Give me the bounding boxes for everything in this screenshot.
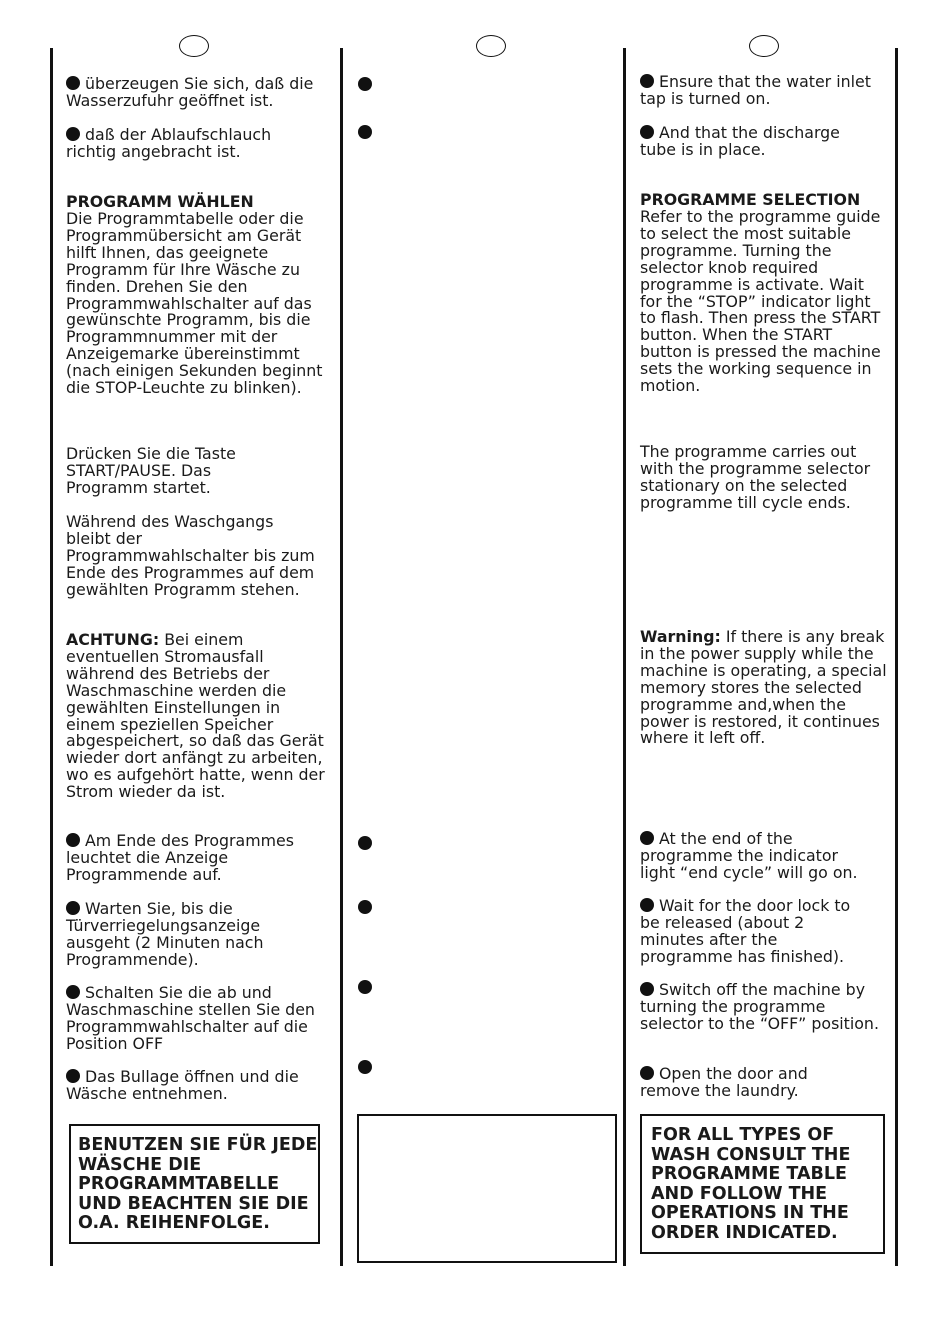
en-programme-text: Refer to the programme guide to select the most suitable programme. Turning the selector knob required programme is activate. Wait for the “STOP” indicator light to flash. Then press the START button. When the START button is pressed the machine sets the working sequence in motion. <box>640 207 881 396</box>
en-bullet-end: At the end of the programme the indicator light “end cycle” will go on. <box>640 829 858 882</box>
bullet-icon <box>66 985 80 999</box>
de-bullet-door: Warten Sie, bis die Türverriegelungsanzeige ausgeht (2 Minuten nach Programmende). <box>66 899 264 969</box>
de-warning-label: ACHTUNG: <box>66 630 160 649</box>
de-notice-text: BENUTZEN SIE FÜR JEDE WÄSCHE DIE PROGRAMMTABELLE UND BEACHTEN SIE DIE O.A. REIHENFOLGE. <box>78 1135 318 1233</box>
middle-notice-box <box>357 1114 617 1263</box>
en-bullet-door: Wait for the door lock to be released (about 2 minutes after the programme has finished). <box>640 896 851 966</box>
column-divider-left <box>50 48 53 1266</box>
middle-bullet-icon <box>358 77 372 91</box>
en-warning: Warning: If there is any break in the power supply while the machine is operating, a special memory stores the selected programme and,when the power is restored, it continues where it left off. <box>640 627 887 748</box>
en-bullet-open: Open the door and remove the laundry. <box>640 1064 808 1100</box>
bullet-icon <box>640 1066 654 1080</box>
column-divider-right <box>895 48 898 1266</box>
de-bullet-water: überzeugen Sie sich, daß die Wasserzufuhr geöffnet ist. <box>66 74 314 110</box>
en-bullet-water: Ensure that the water inlet tap is turned on. <box>640 72 871 108</box>
de-during-text: Während des Waschgangs bleibt der Programmwahlschalter bis zum Ende des Programmes auf dem gewählten Programm stehen. <box>66 512 315 599</box>
en-warning-label: Warning: <box>640 627 721 646</box>
en-programme-heading: PROGRAMME SELECTION <box>640 190 861 209</box>
de-bullet-hose: daß der Ablaufschlauch richtig angebracht ist. <box>66 125 272 161</box>
en-carries-text: The programme carries out with the programme selector stationary on the selected programme till cycle ends. <box>640 442 871 512</box>
de-bullet-end: Am Ende des Programmes leuchtet die Anzeige Programmende auf. <box>66 831 294 884</box>
language-oval-en <box>749 35 779 57</box>
bullet-icon <box>640 831 654 845</box>
column-divider-center-right <box>623 48 626 1266</box>
middle-bullet-icon <box>358 900 372 914</box>
bullet-icon <box>640 982 654 996</box>
en-bullet-off: Switch off the machine by turning the programme selector to the “OFF” position. <box>640 980 879 1033</box>
de-bullet-off: Schalten Sie die ab und Waschmaschine stellen Sie den Programmwahlschalter auf die Position OFF <box>66 983 315 1053</box>
en-notice-box <box>640 1114 885 1254</box>
middle-bullet-icon <box>358 125 372 139</box>
en-bullet-tube: And that the discharge tube is in place. <box>640 123 840 159</box>
bullet-icon <box>66 901 80 915</box>
middle-bullet-icon <box>358 1060 372 1074</box>
en-notice-text: FOR ALL TYPES OF WASH CONSULT THE PROGRAMME TABLE AND FOLLOW THE OPERATIONS IN THE ORDER INDICATED. <box>651 1125 851 1243</box>
middle-bullet-icon <box>358 836 372 850</box>
middle-bullet-icon <box>358 980 372 994</box>
de-start-text: Drücken Sie die Taste START/PAUSE. Das Programm startet. <box>66 444 236 497</box>
bullet-icon <box>66 1069 80 1083</box>
bullet-icon <box>66 76 80 90</box>
bullet-icon <box>640 74 654 88</box>
language-oval-de <box>179 35 209 57</box>
bullet-icon <box>640 125 654 139</box>
column-divider-center-left <box>340 48 343 1266</box>
de-notice-box <box>69 1124 320 1244</box>
de-programme-text: Die Programmtabelle oder die Programmübersicht am Gerät hilft Ihnen, das geeignete Programm für Ihre Wäsche zu finden. Drehen Sie den Programmwahlschalter auf das gewünschte Programm, bis die Programmnummer mit der Anzeigemarke übereinstimmt (nach einigen Sekunden beginnt die STOP-Leuchte zu blinken). <box>66 209 323 398</box>
bullet-icon <box>66 127 80 141</box>
de-bullet-open: Das Bullage öffnen und die Wäsche entnehmen. <box>66 1067 299 1103</box>
bullet-icon <box>640 898 654 912</box>
bullet-icon <box>66 833 80 847</box>
language-oval-middle <box>476 35 506 57</box>
de-programme-heading: PROGRAMM WÄHLEN <box>66 192 254 211</box>
de-warning: ACHTUNG: Bei einem eventuellen Stromausfall während des Betriebs der Waschmaschine werden die gewählten Einstellungen in einem speziellen Speicher abgespeichert, so daß das Gerät wieder dort anfängt zu arbeiten, wo es aufgehört hatte, wenn der Strom wieder da ist. <box>66 630 325 802</box>
